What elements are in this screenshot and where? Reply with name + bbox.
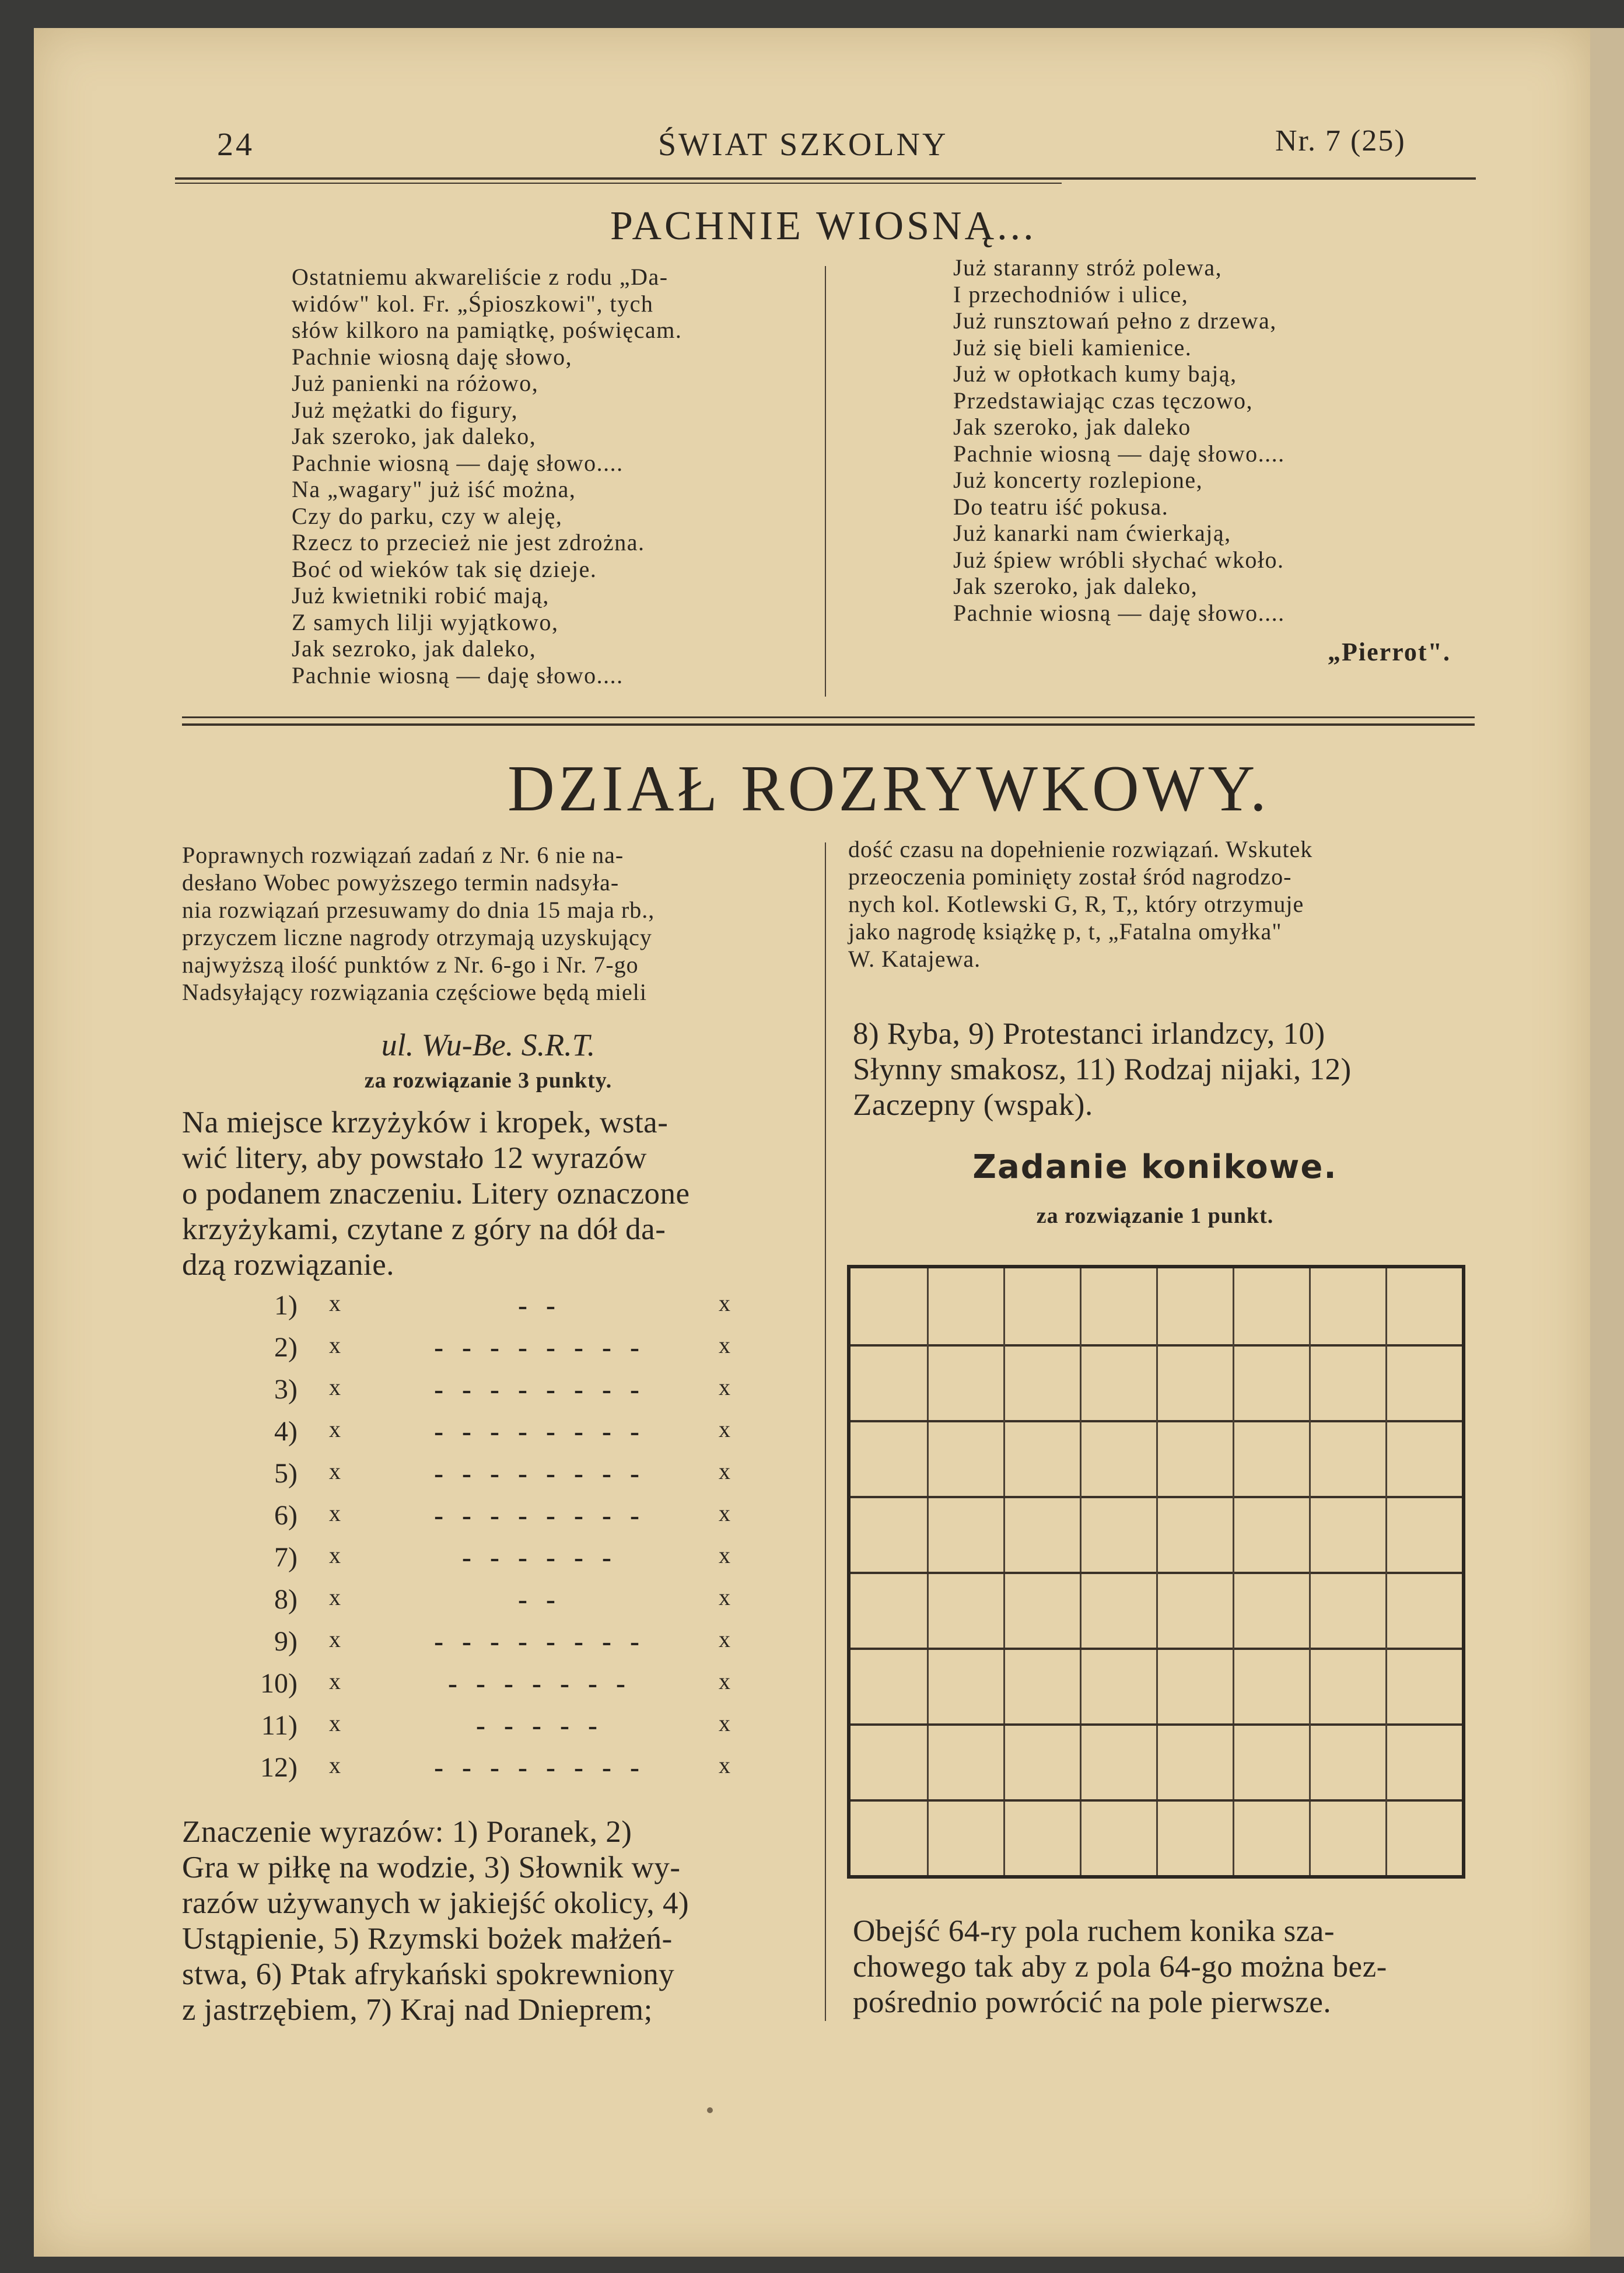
row-number: 9): [274, 1626, 298, 1657]
notice-left-column: [182, 841, 800, 1006]
letter-slots: - - - - - - - -: [434, 1374, 645, 1405]
poem-line: widów" kol. Fr. „Śpioszkowi", tych: [292, 290, 654, 317]
notice-right-column: [848, 835, 1478, 973]
poem-line: Na „wagary" już iść można,: [292, 476, 576, 502]
poem-signature: „Pierrot".: [1328, 638, 1451, 666]
poem-left-column: [292, 264, 682, 688]
header-rule-thin: [175, 183, 1062, 184]
poem-line: Boć od wieków tak się dzieje.: [292, 555, 597, 582]
page-number: 24: [217, 127, 254, 163]
meaning-line: Ustąpienie, 5) Rzymski bożek małżeń-: [182, 1922, 673, 1956]
cross-mark: x: [329, 1710, 341, 1736]
grid-row: [233, 1541, 735, 1583]
poem-line: Rzecz to przecież nie jest zdrożna.: [292, 529, 645, 555]
instruction-line: Obejść 64-ry pola ruchem konika sza-: [853, 1914, 1335, 1948]
puzzle1-meanings-continued: [853, 1016, 1483, 1123]
poem-line: Pachnie wiosną — daję słowo....: [292, 662, 624, 688]
page-spot: [707, 2107, 713, 2113]
board-row-line: [850, 1648, 1462, 1650]
section-rule-bottom: [182, 723, 1475, 726]
poem-line: Pachnie wiosną — daję słowo....: [953, 440, 1285, 467]
notice-line: przeoczenia pominięty został śród nagrodzo-: [848, 863, 1292, 890]
meaning-line: Słynny smakosz, 11) Rodzaj nijaki, 12): [853, 1052, 1352, 1086]
poem-line: Przedstawiając czas tęczowo,: [953, 387, 1253, 414]
cross-mark: x: [719, 1752, 730, 1778]
grid-row: [233, 1709, 735, 1751]
row-number: 10): [260, 1668, 298, 1699]
board-row-line: [850, 1723, 1462, 1726]
notice-line: przyczem liczne nagrody otrzymają uzyskujący: [182, 924, 652, 950]
letter-slots: - - - - - - - -: [434, 1332, 645, 1363]
cross-mark: x: [719, 1290, 730, 1316]
grid-row: [233, 1751, 735, 1793]
notice-line: dość czasu na dopełnienie rozwiązań. Wskutek: [848, 836, 1313, 862]
cross-mark: x: [719, 1710, 730, 1736]
letter-slots: - - - - - - - -: [434, 1752, 645, 1783]
row-number: 4): [274, 1416, 298, 1447]
cross-mark: x: [719, 1668, 730, 1694]
letter-slots: - -: [518, 1584, 561, 1615]
board-row-line: [850, 1799, 1462, 1802]
poem-right-column: [953, 254, 1285, 626]
poem-line: słów kilkoro na pamiątkę, poświęcam.: [292, 317, 682, 343]
row-number: 6): [274, 1500, 298, 1531]
header-rule: [175, 177, 1476, 180]
puzzle1-meanings: [182, 1814, 818, 2028]
poem-line: Już śpiew wróbli słychać wkoło.: [953, 546, 1284, 573]
notice-line: Poprawnych rozwiązań zadań z Nr. 6 nie na-: [182, 842, 624, 868]
row-number: 3): [274, 1374, 298, 1405]
instruction-line: chowego tak aby z pola 64-go można bez-: [853, 1950, 1387, 1984]
grid-row: [233, 1625, 735, 1667]
grid-row: [233, 1289, 735, 1331]
puzzle2-instructions: [853, 1914, 1483, 2020]
cross-mark: x: [329, 1416, 341, 1442]
row-number: 5): [274, 1458, 298, 1489]
cross-mark: x: [329, 1752, 341, 1778]
poem-title: PACHNIE WIOSNĄ...: [610, 204, 1037, 249]
cross-mark: x: [329, 1542, 341, 1568]
letter-grid: [233, 1289, 758, 1803]
cross-mark: x: [719, 1332, 730, 1358]
puzzle2-points: za rozwiązanie 1 punkt.: [1036, 1204, 1274, 1228]
cross-mark: x: [719, 1626, 730, 1652]
puzzle1-points: za rozwiązanie 3 punkty.: [364, 1068, 612, 1093]
letter-slots: - - - - - - -: [448, 1668, 631, 1699]
poem-line: Już runsztowań pełno z drzewa,: [953, 307, 1277, 334]
row-number: 2): [274, 1332, 298, 1363]
poem-line: Już mężatki do figury,: [292, 396, 519, 423]
notice-line: jako nagrodę książkę p, t, „Fatalna omyłka": [848, 918, 1282, 945]
cross-mark: x: [719, 1584, 730, 1610]
poem-line: Pachnie wiosną daję słowo,: [292, 343, 573, 370]
letter-slots: - - - - - - - -: [434, 1416, 645, 1447]
puzzle1-instructions: [182, 1105, 812, 1283]
notice-line: nych kol. Kotlewski G, R, T,, który otrzymuje: [848, 891, 1304, 917]
row-number: 11): [261, 1710, 298, 1741]
next-page-edge: [1590, 28, 1624, 2257]
poem-line: Jak sezroko, jak daleko,: [292, 635, 537, 662]
letter-slots: - - - - - - - -: [434, 1500, 645, 1531]
cross-mark: x: [329, 1458, 341, 1484]
poem-line: Czy do parku, czy w aleję,: [292, 502, 563, 529]
puzzle2-title: Zadanie konikowe.: [972, 1148, 1338, 1186]
instruction-line: pośrednio powrócić na pole pierwsze.: [853, 1985, 1332, 2019]
meaning-line: stwa, 6) Ptak afrykański spokrewniony: [182, 1957, 675, 1991]
poem-line: Jak szeroko, jak daleko,: [292, 423, 537, 449]
section-rule-top: [182, 716, 1475, 718]
poem-line: Do teatru iść pokusa.: [953, 493, 1169, 520]
poem-column-divider: [825, 266, 826, 697]
poem-line: Już kanarki nam ćwierkają,: [953, 520, 1231, 546]
instruction-line: Na miejsce krzyżyków i kropek, wsta-: [182, 1106, 668, 1139]
meaning-line: z jastrzębiem, 7) Kraj nad Dnieprem;: [182, 1993, 653, 2027]
cross-mark: x: [329, 1374, 341, 1400]
cross-mark: x: [329, 1290, 341, 1316]
row-number: 7): [274, 1542, 298, 1573]
grid-row: [233, 1331, 735, 1373]
meaning-line: 8) Ryba, 9) Protestanci irlandzcy, 10): [853, 1017, 1325, 1051]
cross-mark: x: [719, 1500, 730, 1526]
row-number: 1): [274, 1290, 298, 1321]
journal-title: ŚWIAT SZKOLNY: [658, 127, 949, 163]
grid-row: [233, 1583, 735, 1625]
board-column-line: [1385, 1268, 1387, 1875]
notice-line: nia rozwiązań przesuwamy do dnia 15 maja rb.,: [182, 897, 655, 923]
cross-mark: x: [719, 1542, 730, 1568]
issue-number: Nr. 7 (25): [1275, 124, 1406, 158]
poem-line: Już się bieli kamienice.: [953, 334, 1192, 361]
section-title: DZIAŁ ROZRYWKOWY.: [508, 753, 1270, 825]
cross-mark: x: [719, 1416, 730, 1442]
cross-mark: x: [719, 1458, 730, 1484]
letter-slots: - - - - - - - -: [434, 1458, 645, 1489]
board-column-line: [1156, 1268, 1158, 1875]
meaning-line: Znaczenie wyrazów: 1) Poranek, 2): [182, 1815, 632, 1849]
main-column-divider: [825, 842, 826, 2021]
letter-slots: - -: [518, 1290, 561, 1321]
cross-mark: x: [329, 1584, 341, 1610]
grid-row: [233, 1415, 735, 1457]
poem-line: Już kwietniki robić mają,: [292, 582, 550, 609]
poem-line: Jak szeroko, jak daleko: [953, 414, 1191, 440]
cross-mark: x: [329, 1500, 341, 1526]
instruction-line: wić litery, aby powstało 12 wyrazów: [182, 1141, 648, 1175]
letter-slots: - - - - -: [476, 1710, 603, 1741]
poem-line: Jak szeroko, jak daleko,: [953, 573, 1198, 599]
meaning-line: Gra w piłkę na wodzie, 3) Słownik wy-: [182, 1851, 681, 1884]
meaning-line: Zaczepny (wspak).: [853, 1088, 1093, 1122]
cross-mark: x: [329, 1668, 341, 1694]
poem-line: Pachnie wiosną — daję słowo....: [292, 449, 624, 476]
meaning-line: razów używanych w jakiejść okolicy, 4): [182, 1886, 690, 1920]
notice-line: Nadsyłający rozwiązania częściowe będą mieli: [182, 979, 647, 1005]
letter-slots: - - - - - - - -: [434, 1626, 645, 1657]
board-column-line: [1309, 1268, 1311, 1875]
instruction-line: dzą rozwiązanie.: [182, 1248, 395, 1282]
grid-row: [233, 1373, 735, 1415]
poem-line: Pachnie wiosną — daję słowo....: [953, 599, 1285, 626]
poem-line: Już w opłotkach kumy bają,: [953, 361, 1237, 387]
poem-line: Z samych lilji wyjątkowo,: [292, 609, 559, 635]
instruction-line: o podanem znaczeniu. Litery oznaczone: [182, 1177, 690, 1211]
cross-mark: x: [329, 1626, 341, 1652]
row-number: 8): [274, 1584, 298, 1615]
grid-row: [233, 1499, 735, 1541]
board-column-line: [1233, 1268, 1234, 1875]
poem-line: Ostatniemu akwareliście z rodu „Da-: [292, 264, 668, 290]
cross-mark: x: [329, 1332, 341, 1358]
poem-line: Już staranny stróż polewa,: [953, 254, 1223, 281]
poem-line: Już panienki na różowo,: [292, 370, 539, 396]
grid-row: [233, 1667, 735, 1709]
cross-mark: x: [719, 1374, 730, 1400]
chessboard-grid: [847, 1265, 1465, 1879]
letter-slots: - - - - - -: [462, 1542, 617, 1573]
puzzle1-author: ul. Wu-Be. S.R.T.: [381, 1027, 596, 1062]
notice-line: desłano Wobec powyższego termin nadsyła-: [182, 869, 620, 896]
poem-line: Już koncerty rozlepione,: [953, 467, 1203, 493]
row-number: 12): [260, 1752, 298, 1783]
notice-line: najwyższą ilość punktów z Nr. 6-go i Nr. 7-go: [182, 952, 639, 978]
notice-line: W. Katajewa.: [848, 946, 981, 972]
poem-line: I przechodniów i ulice,: [953, 281, 1189, 307]
grid-row: [233, 1457, 735, 1499]
instruction-line: krzyżykami, czytane z góry na dół da-: [182, 1212, 666, 1246]
